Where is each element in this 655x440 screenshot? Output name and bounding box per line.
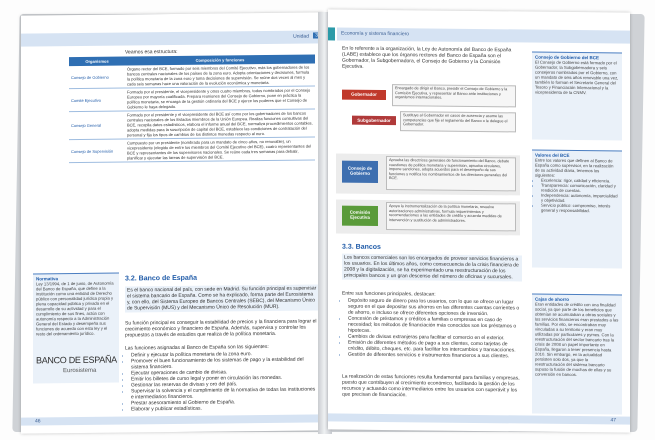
list-item: • Cambios de divisas extranjeras para facilitar el comercio en el exterior. xyxy=(348,334,522,342)
list-item: • Elaborar y publicar estadísticas. xyxy=(131,404,319,412)
table-cell-text: Formado por el presidente y el vicepresidente del BCE así como por los gobernadores de los bancos centrales nacionales de los Estados miembros de la Unión Europea. Realiza funciones consultivas del BCE, recopila datos estadísticos, elabora el informe anual del BCE, normaliza procedimientos contables, adopta medidas para la suscripción de capital del BCE, establece las condiciones de contratación del personal y fija los tipos de cambios de los distintos monedas respecto al euro. xyxy=(125,109,315,139)
page-number-right: 47 xyxy=(610,417,616,424)
subgobernador-desc: Sustituye al Gobernador en casos de ausencia y asume las competencias que fije el reglamento del Banco o le delegue el Gobernador. xyxy=(400,111,516,132)
bde-paragraph-2: Su función principal es conseguir la estabilidad de precios y la financiera para lograr el crecimiento económico y financiero de España. Además, supervisa y controlar los propuestos a través de estudios que realiza de la política monetaria. xyxy=(125,318,317,339)
list-item: • Emitir los billetes de curso legal y poner en circulación las monedas. xyxy=(131,374,319,382)
comision-desc: Apoya la instrumentalización de la política monetaria, resuelve autorizaciones administrativas, formula requerimientos y recomendaciones a las entidades de crédito y acuerda medidas de intervención y sustitución de administradores. xyxy=(386,202,516,231)
section-title: Bancos xyxy=(355,243,381,251)
cajas-text: Eran entidades de crédito con una finalidad social, ya que parte de los beneficios que obtenían se acumulaban a obras sociales y los servicios financieros eran prestados a las familias. Por ello, se encontraban muy vinculadas a su territorio y eran muy utilizadas por particulares y pymes. Con la reestructuración del sector bancario tras la crisis de 2008 un papel importante en España, llegaron a tener presencia hasta 2010. Sin embargo, en la actualidad persisten solo dos, ya que la reestructuración del sistema bancario supuso la fusión de muchas de ellas y su conversión en bancos. xyxy=(535,301,619,378)
list-item: • Gestionar las reservas de divisas y oro del país. xyxy=(131,380,319,388)
table-row xyxy=(69,137,315,163)
bde-functions-intro: Las funciones asignadas al Banco de España son las siguientes: xyxy=(125,343,269,352)
table-cell-text: Compuesto por un presidente (nombrado para un mandato de cinco años, no renovable), un vicepresidente (elegido de entre los miembros del Comité Ejecutivo del BCE), cuatro representantes del BCE y representantes de los supervisores nacionales. Se reúne cada tres semanas para debatir, planificar y ejecutar las tareas de supervisión del BCE. xyxy=(125,137,315,162)
bancos-paragraph-1: Los bancos comerciales son los encargados de proveer servicios financieros a los usuarios. En los últimos años, como consecuencia de la crisis financiera de 2008 y la digitalización, se ha experimentado una reestructuración de los principales bancos y un gran descenso del número de oficinas y sucursales. xyxy=(342,254,522,282)
bde-functions-list xyxy=(125,350,319,412)
section-number: 3.3. xyxy=(342,243,354,251)
page-number-left: 46 xyxy=(35,418,41,425)
cajas-sidebar xyxy=(532,294,622,415)
list-item: • Definir y ejecutar la política monetaria de la zona euro. xyxy=(131,350,319,358)
right-page xyxy=(328,9,630,432)
list-item: • Depósito seguro de dinero para los usuarios, con lo que se ofrece un lugar seguro en el que depositar sus ahorros en las diferentes cuentas corrientes o de ahorro, e incluso se ofrece diferentes opciones de inversión. xyxy=(348,298,522,318)
table-cell-text: Formado por el presidente, el vicepresidente y otros cuatro miembros, todos nombrados por el Consejo Europeo por mayoría cualificada. Prepara reuniones del Consejo de Gobierno, pone en práctica la política monetaria, se encarga de la gestión ordinaria del BCE y ejerce los poderes que el Consejo de Gobierno le haya delegado. xyxy=(125,86,315,111)
table-intro: Veamos esa estructura: xyxy=(125,48,178,56)
gobernador-desc: Encargado de dirigir el Banco, presidir el Consejo de Gobierno y la Comisión Ejecutiva, y representar al Banco ante instituciones y organismos internacionales. xyxy=(392,84,516,107)
list-item: • Promover el buen funcionamiento de los sistemas de pago y la estabilidad del sistema financiero. xyxy=(131,356,319,370)
comision-box: Comisión Ejecutiva xyxy=(342,206,378,226)
table-cell-text: Órgano rector del BCE, formado por seis miembros del Comité Ejecutivo, más los gobernadores de los bancos centrales nacionales de los países de la zona euro. Adopta orientaciones y decisiones, formula la política monetaria de la zona euro y toma decisiones de supervisión. Se reúne dos veces al mes y cada seis semanas hace una valoración de la evolución económica y monetaria. xyxy=(125,64,315,88)
table-cell-org: Comité Ejecutivo xyxy=(69,88,125,112)
normativa-sidebar xyxy=(33,273,119,384)
table-header-org: Organismos xyxy=(69,56,125,66)
cajas-title: Cajas de ahorro xyxy=(535,296,570,302)
consejo-desc: Aprueba las directrices generales de funcionamiento del Banco, debate cuestiones de política monetaria y supervisión, aprueba circulares, impone sanciones, adopta acuerdos para el desempeño de sus funciones y notifica los nombramientos de los directores generales del BCE. xyxy=(386,156,516,191)
list-item: • Servicio público: compromiso, interés general y responsabilidad. xyxy=(541,203,619,214)
left-footer-bar xyxy=(21,414,323,425)
org-intro: En lo referente a la organización, la Ley de Autonomía del Banco de España (LABE) establece que los órganos rectores del Banco de España son el Gobernador, la Subgobernadora, el Consejo de Gobierno y la Comisión Ejecutiva. xyxy=(342,45,512,70)
bde-paragraph-1: Es el banco nacional del país, con sede en Madrid. Su función principal es supervisar el sistema bancario de España. Como se ha explicado, forma parte del Eurosistema y, con ello, del Sistema Europeo de Bancos Centrales (SEBC), del Mecanismo Único de Supervisión (MUS) y del Mecanismo Único de Resolución (MUR). xyxy=(125,284,319,312)
valores-intro: Entre los valores que definen al Banco de España como supervisor, en la realización de su actividad diaria, tenemos los siguientes: xyxy=(535,157,614,178)
list-item: • Prestar asesoramiento al Gobierno de España. xyxy=(131,398,319,406)
chapter-title: Economía y sistema financiero xyxy=(341,30,410,38)
section-number: 3.2. xyxy=(125,275,137,283)
normativa-text: Ley 13/1994, de 1 de junio, de Autonomía del Banco de España, que define a la institución como una entidad de Derecho público con personalidad jurídica propia y plena capacidad pública y privada en el desarrollo de su actividad y para el cumplimiento de sus fines, actúa con autonomía respecto a la Administración General del Estado y desempeña sus funciones de acuerdo con esta ley y el resto del ordenamiento jurídico. xyxy=(36,280,114,337)
bancos-functions-intro: Entre sus funciones principales, destacan: xyxy=(342,290,436,298)
sidebar-rule xyxy=(532,294,622,296)
table-header-comp: Composición y funciones xyxy=(125,55,315,66)
valores-sidebar xyxy=(532,150,622,269)
consejo-bce-text: El Consejo de Gobierno está formado por el Gobernador, la Subgobernadora y seis consejeros nombrados por el Gobierno, con un mandato de seis años renovable una vez, también lo forman el Secretario General del Tesoro y Financiación Internacional y la vicepresidenta de la CNMV. xyxy=(535,59,619,96)
section-heading-3-3 xyxy=(342,244,381,251)
list-item: • Independencia: autonomía, imparcialidad y objetividad. xyxy=(541,193,619,204)
list-item: • Ejecutar operaciones de cambio de divisas. xyxy=(131,368,319,376)
sidebar-rule xyxy=(532,52,622,54)
list-item: • Gestión de diferentes servicios e instrumentos financieros a sus clientes. xyxy=(348,352,522,360)
bancos-functions-list xyxy=(342,298,522,360)
table-row xyxy=(69,86,315,112)
left-header-bar xyxy=(21,30,323,46)
unit-number: 3 xyxy=(315,32,318,39)
right-footer-bar xyxy=(328,413,630,424)
section-heading-3-2 xyxy=(125,275,197,283)
left-page xyxy=(21,12,323,433)
header-accent xyxy=(328,27,335,40)
consejo-box: Consejo de Gobierno xyxy=(342,161,378,183)
list-item: • Emisión de diferentes métodos de pago a sus clientes, como tarjetas de crédito, débito, cheques, etc. para facilitar los intercambios y transacciones. xyxy=(348,340,522,354)
normativa-title: Normativa xyxy=(36,276,59,282)
table-cell-org: Consejo General xyxy=(69,111,125,140)
right-header-bar xyxy=(337,28,630,44)
bancos-paragraph-2: La realización de estas funciones resulta fundamental para familias y empresas, puesto que contribuyen al crecimiento económico, facilitando la gestión de los recursos y actuando como intermediarios entre los usuarios con superávit y los que precisan de financiación. xyxy=(342,373,520,399)
banco-espana-logo: BANCO DE ESPAÑA xyxy=(36,354,117,366)
list-item: • Excelencia: rigor, calidad y eficiencia. xyxy=(541,178,619,184)
list-item: • Transparencia: comunicación, claridad y rendición de cuentas. xyxy=(541,183,619,194)
gobernador-box: Gobernador xyxy=(342,90,386,100)
sidebar-rule xyxy=(33,273,119,275)
consejo-bce-title: Consejo de Gobierno del BCE xyxy=(535,54,600,61)
list-item: • Supervisar la solvencia y el cumplimiento de la normativa de todas las instituciones e intermediarios financieros. xyxy=(131,386,319,400)
ecb-organs-table-wrap xyxy=(69,55,315,164)
list-item: • Concesión de préstamos y créditos a familias o empresas en caso de necesidad; los métodos de financiación más conocidos son los préstamos o hipotecas. xyxy=(348,316,522,336)
table-row xyxy=(69,109,315,140)
eurosistema-label: Eurosistema xyxy=(63,367,97,375)
table-cell-org: Consejo de Gobierno xyxy=(69,65,125,88)
section-title: Banco de España xyxy=(138,274,197,283)
unit-label: Unidad xyxy=(293,33,309,40)
table-row xyxy=(69,64,315,89)
table-cell-org: Consejo de Supervisión xyxy=(69,139,125,163)
subgobernador-box: Subgobernador xyxy=(352,116,396,125)
ecb-organs-table xyxy=(69,55,315,164)
valores-title: Valores del BCE xyxy=(535,152,570,158)
consejo-bce-sidebar xyxy=(532,52,622,141)
sidebar-rule xyxy=(532,150,622,152)
